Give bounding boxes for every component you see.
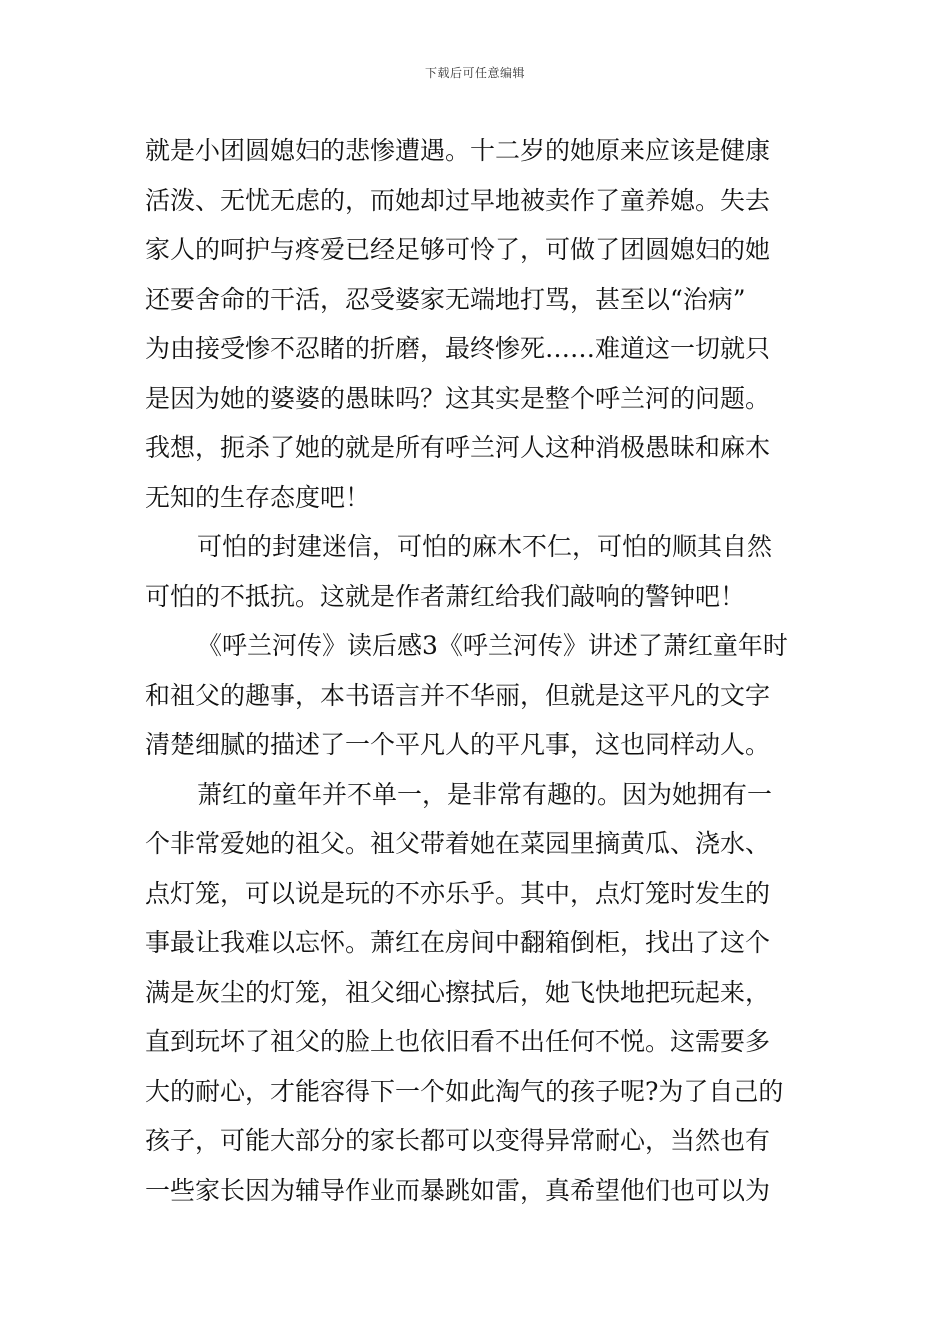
text-line: 一些家长因为辅导作业而暴跳如雷，真希望他们也可以为 <box>145 1175 771 1205</box>
text-line: 还要舍命的干活，忍受婆家无端地打骂，甚至以“治病” <box>145 284 746 314</box>
text-line: 和祖父的趣事，本书语言并不华丽，但就是这平凡的文字 <box>145 680 771 710</box>
text-line: 无知的生存态度吧！ <box>145 482 371 512</box>
text-line: 点灯笼，可以说是玩的不亦乐乎。其中，点灯笼时发生的 <box>145 878 771 908</box>
text-line: 就是小团圆媳妇的悲惨遭遇。十二岁的她原来应该是健康 <box>145 136 771 165</box>
text-line: 个非常爱她的祖父。祖父带着她在菜园里摘黄瓜、浇水、 <box>145 829 771 858</box>
text-line: 《呼兰河传》读后感3《呼兰河传》讲述了萧红童年时 <box>197 631 788 660</box>
text-line: 大的耐心，才能容得下一个如此淘气的孩子呢?为了自己的 <box>145 1076 784 1106</box>
text-line: 萧红的童年并不单一，是非常有趣的。因为她拥有一 <box>197 779 773 809</box>
document-body <box>145 126 809 1215</box>
page-header: 下载后可任意编辑 <box>424 66 525 80</box>
text-line: 满是灰尘的灯笼，祖父细心擦拭后，她飞快地把玩起来， <box>145 977 771 1007</box>
text-line: 活泼、无忧无虑的，而她却过早地被卖作了童养媳。失去 <box>145 185 771 215</box>
text-line: 我想，扼杀了她的就是所有呼兰河人这种消极愚昧和麻木 <box>145 433 771 462</box>
text-line: 家人的呵护与疼爱已经足够可怜了，可做了团圆媳妇的她 <box>145 235 771 264</box>
text-line: 孩子，可能大部分的家长都可以变得异常耐心，当然也有 <box>145 1126 771 1155</box>
text-line: 是因为她的婆婆的愚昧吗？这其实是整个呼兰河的问题。 <box>145 383 771 413</box>
text-line: 可怕的封建迷信，可怕的麻木不仁，可怕的顺其自然 <box>197 532 773 561</box>
text-line: 清楚细腻的描述了一个平凡人的平凡事，这也同样动人。 <box>145 730 771 759</box>
text-line: 事最让我难以忘怀。萧红在房间中翻箱倒柜，找出了这个 <box>145 928 771 957</box>
text-line: 直到玩坏了祖父的脸上也依旧看不出任何不悦。这需要多 <box>145 1027 771 1056</box>
text-line: 为由接受惨不忍睹的折磨，最终惨死……难道这一切就只 <box>145 334 771 363</box>
text-line: 可怕的不抵抗。这就是作者萧红给我们敲响的警钟吧！ <box>145 581 746 611</box>
